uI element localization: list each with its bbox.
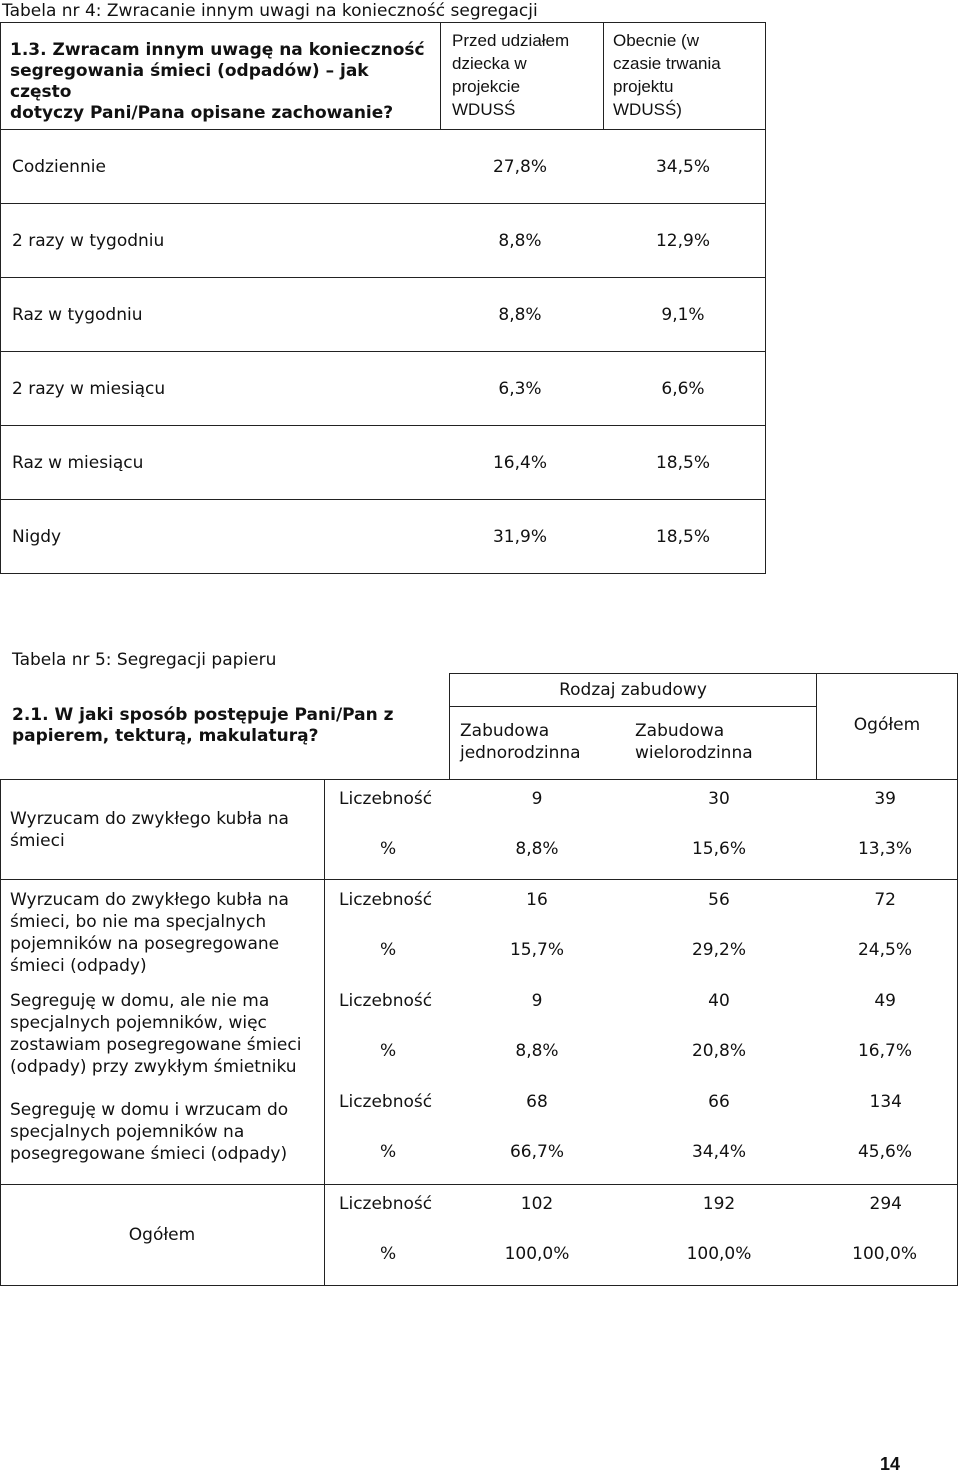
- table5-row-label: [10, 990, 320, 1078]
- table4-row-before: 31,9%: [492, 527, 547, 547]
- table4-row-now: 18,5%: [655, 453, 710, 473]
- row-label-line: Segreguję w domu i wrzucam do: [10, 1100, 289, 1120]
- table5-count-multi: 192: [702, 1194, 736, 1214]
- table4-caption: Tabela nr 4: Zwracanie innym uwagi na konieczność segregacji: [2, 1, 538, 21]
- table5-row-label: [10, 1099, 320, 1165]
- table5-question: [12, 705, 432, 747]
- table5-pct-multi: 100,0%: [686, 1244, 752, 1264]
- table4-col-now-header: [613, 29, 763, 121]
- table5-count-label: Liczebność: [339, 1092, 433, 1112]
- table4-row-before: 27,8%: [492, 157, 547, 177]
- table5-pct-multi: 29,2%: [691, 940, 746, 960]
- table4-row-now: 18,5%: [655, 527, 710, 547]
- table5-col-multi-header: [635, 720, 805, 764]
- table5-pct-label: %: [380, 839, 397, 859]
- row-label-line: specjalnych pojemników, więc: [10, 1013, 267, 1033]
- table5-pct-multi: 34,4%: [691, 1142, 746, 1162]
- table5-count-label: Liczebność: [339, 1194, 433, 1214]
- table4-row-before: 6,3%: [498, 379, 542, 399]
- table4-col-before-header: [452, 29, 602, 121]
- table5-col-single-header: [460, 720, 630, 764]
- header-line: jednorodzinna: [460, 743, 581, 763]
- table5-pct-single: 8,8%: [515, 839, 559, 859]
- table4-question-line: segregowania śmieci (odpadów) – jak często: [10, 61, 369, 102]
- table5-count-total: 134: [869, 1092, 902, 1112]
- table4-question: [10, 40, 430, 124]
- header-line: Przed udziałem: [452, 31, 570, 50]
- table5-count-single: 16: [526, 890, 548, 910]
- table5-group-header: Rodzaj zabudowy: [559, 680, 707, 700]
- table5-pct-label: %: [380, 1041, 397, 1061]
- table4-row-before: 8,8%: [498, 305, 542, 325]
- table5-row-label: [10, 808, 320, 852]
- table5-count-label: Liczebność: [339, 991, 433, 1011]
- header-line: projektu: [613, 77, 674, 96]
- row-label-line: Wyrzucam do zwykłego kubła na: [10, 890, 289, 910]
- table5-question-line: 2.1. W jaki sposób postępuje Pani/Pan z: [12, 705, 394, 725]
- table4-row-before: 8,8%: [498, 231, 542, 251]
- table5-pct-total: 45,6%: [857, 1142, 912, 1162]
- table4-row-now: 9,1%: [661, 305, 705, 325]
- table4-row-before: 16,4%: [492, 453, 547, 473]
- table5-count-single: 68: [526, 1092, 548, 1112]
- table5-pct-single: 66,7%: [509, 1142, 564, 1162]
- table4-row-label: Codziennie: [12, 157, 106, 177]
- table5-count-total: 294: [869, 1194, 902, 1214]
- row-label-line: Wyrzucam do zwykłego kubła na: [10, 809, 289, 829]
- table5-count-total: 49: [874, 991, 896, 1011]
- table5-pct-label: %: [380, 940, 397, 960]
- table5-count-total: 39: [874, 789, 896, 809]
- table4-row-label: 2 razy w miesiącu: [12, 379, 166, 399]
- table5-pct-total: 16,7%: [857, 1041, 912, 1061]
- table5-count-total: 72: [874, 890, 896, 910]
- table5-pct-single: 100,0%: [504, 1244, 570, 1264]
- table5-count-label: Liczebność: [339, 789, 433, 809]
- row-label-line: zostawiam posegregowane śmieci: [10, 1035, 302, 1055]
- row-label-line: śmieci: [10, 831, 65, 851]
- table5-pct-total: 100,0%: [852, 1244, 917, 1264]
- table4-row-label: 2 razy w tygodniu: [12, 231, 165, 251]
- row-label-line: posegregowane śmieci (odpady): [10, 1144, 288, 1164]
- table4-row-label: Raz w miesiącu: [12, 453, 144, 473]
- row-label-line: śmieci, bo nie ma specjalnych: [10, 912, 267, 932]
- table5-count-single: 9: [531, 789, 543, 809]
- table5-count-multi: 40: [708, 991, 730, 1011]
- table5-pct-single: 8,8%: [515, 1041, 559, 1061]
- table4-question-line: dotyczy Pani/Pana opisane zachowanie?: [10, 103, 394, 123]
- table5-col-total-header: Ogółem: [853, 715, 921, 735]
- table4-row-label: Nigdy: [12, 527, 62, 547]
- table5-count-single: 9: [531, 991, 543, 1011]
- row-label-line: specjalnych pojemników na: [10, 1122, 245, 1142]
- header-line: Zabudowa: [460, 721, 550, 741]
- table4-row-label: Raz w tygodniu: [12, 305, 143, 325]
- header-line: czasie trwania: [613, 54, 721, 73]
- table5-count-multi: 30: [708, 789, 730, 809]
- header-line: dziecka w: [452, 54, 527, 73]
- table4-question-line: 1.3. Zwracam innym uwagę na konieczność: [10, 40, 425, 60]
- row-label-line: (odpady) przy zwykłym śmietniku: [10, 1057, 297, 1077]
- table5-count-single: 102: [520, 1194, 554, 1214]
- table5-pct-label: %: [380, 1244, 397, 1264]
- header-line: wielorodzinna: [635, 743, 753, 763]
- table5-pct-multi: 15,6%: [691, 839, 746, 859]
- header-line: WDUSŚ: [452, 100, 516, 119]
- table4-row-now: 34,5%: [655, 157, 710, 177]
- table4-row-now: 6,6%: [661, 379, 705, 399]
- table5-count-multi: 56: [708, 890, 730, 910]
- row-label-line: pojemników na posegregowane: [10, 934, 280, 954]
- table5-total-row-label: Ogółem: [128, 1225, 196, 1245]
- table5-row-label: [10, 889, 320, 977]
- header-line: Zabudowa: [635, 721, 725, 741]
- table5-pct-total: 24,5%: [857, 940, 912, 960]
- row-label-line: śmieci (odpady): [10, 956, 147, 976]
- page-number: 14: [880, 1454, 901, 1474]
- table5-count-label: Liczebność: [339, 890, 433, 910]
- table5-pct-total: 13,3%: [857, 839, 912, 859]
- table5-pct-single: 15,7%: [509, 940, 564, 960]
- table5-count-multi: 66: [708, 1092, 730, 1112]
- header-line: Obecnie (w: [613, 31, 699, 50]
- table5-caption: Tabela nr 5: Segregacji papieru: [12, 650, 277, 670]
- table4-row-now: 12,9%: [655, 231, 710, 251]
- header-line: WDUSŚ): [613, 100, 682, 119]
- header-line: projekcie: [452, 77, 521, 96]
- table5-pct-label: %: [380, 1142, 397, 1162]
- table5-question-line: papierem, tekturą, makulaturą?: [12, 726, 319, 746]
- row-label-line: Segreguję w domu, ale nie ma: [10, 991, 270, 1011]
- table5-pct-multi: 20,8%: [691, 1041, 746, 1061]
